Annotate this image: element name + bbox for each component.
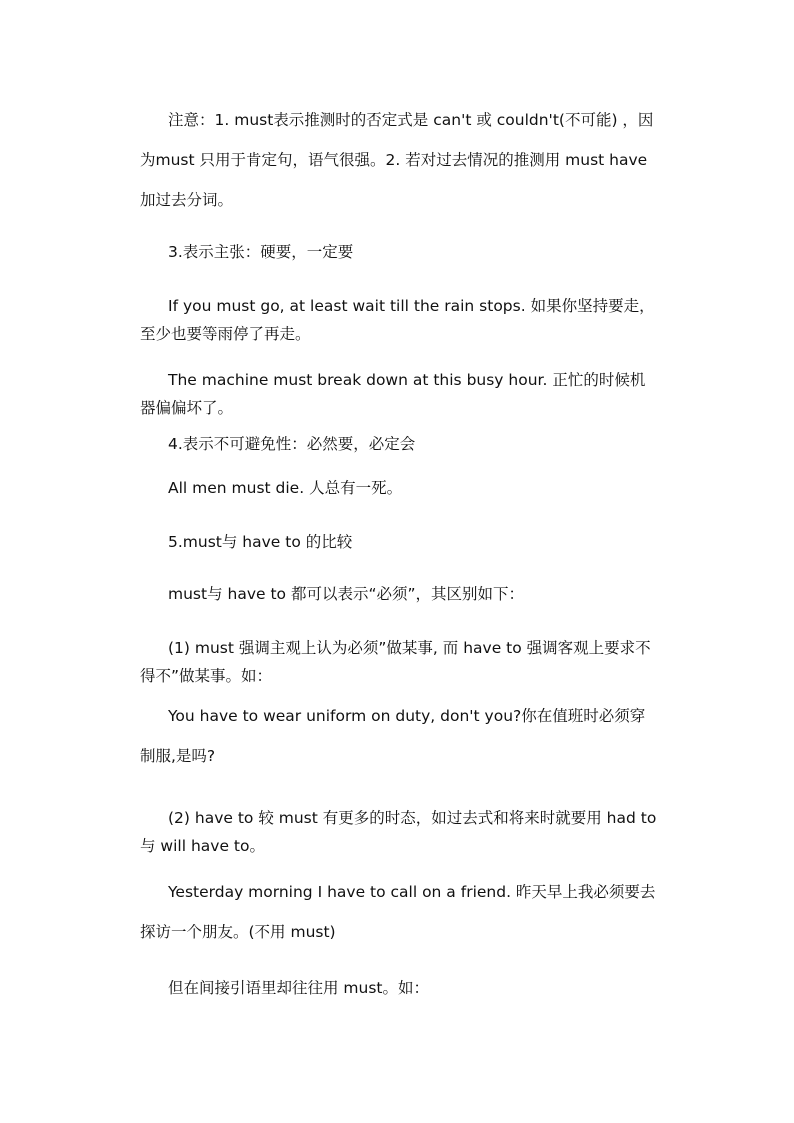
paragraph-indirect-speech: 但在间接引语里却往往用 must。如： [168,979,430,997]
paragraph-example-machine: The machine must break down at this busy hour. 正忙的时候机器偏偏坏了。 [140,371,646,417]
paragraph-heading-3: 3.表示主张：硬要，一定要 [168,243,354,261]
paragraph-point-2: (2) have to 较 must 有更多的时态，如过去式和将来时就要用 had to与 will have to。 [140,809,657,855]
paragraph-example-rain: If you must go, at least wait till the rain stops. 如果你坚持要走，至少也要等雨停了再走。 [140,297,655,343]
paragraph-example-uniform: You have to wear uniform on duty, don't you?你在值班时必须穿制服,是吗? [140,707,646,765]
paragraph-note: 注意：1. must表示推测时的否定式是 can't 或 couldn't(不可能) ，因为must 只用于肯定句，语气很强。2. 若对过去情况的推测用 must have加过去分词。 [140,111,654,209]
paragraph-point-1: (1) must 强调主观上认为必须”做某事, 而 have to 强调客观上要求不得不”做某事。如： [140,639,651,685]
paragraph-heading-4: 4.表示不可避免性：必然要，必定会 [168,435,416,453]
paragraph-compare-intro: must与 have to 都可以表示“必须”，其区别如下： [168,585,525,603]
paragraph-heading-5: 5.must与 have to 的比较 [168,533,353,551]
paragraph-example-yesterday: Yesterday morning I have to call on a friend. 昨天早上我必须要去探访一个朋友。(不用 must) [140,883,656,941]
paragraph-example-die: All men must die. 人总有一死。 [168,479,403,497]
